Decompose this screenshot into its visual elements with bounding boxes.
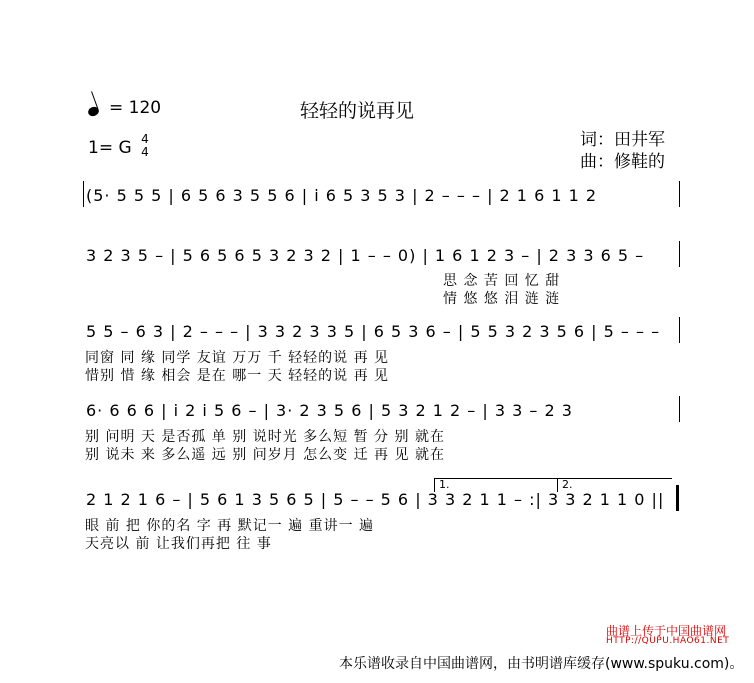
- score-line-2: 3 2 3 5 – | 5 6 5 6 5 3 2 3 2 | 1 – – 0) | 1 6 1 2 3 – | 2 3 3 6 5 –: [86, 246, 645, 265]
- lyrics-line-3b: 惜别 惜 缘 相会 是在 哪一 天 轻轻的说 再 见: [85, 368, 390, 384]
- tempo-marking: [88, 98, 161, 118]
- second-ending-label: 2.: [562, 478, 573, 491]
- source-credit: 本乐谱收录自中国曲谱网，由书明谱库缓存(www.spuku.com)。: [339, 656, 744, 672]
- time-signature: [139, 133, 151, 159]
- barline: [679, 181, 680, 207]
- time-sig-bottom: 4: [141, 145, 149, 159]
- score-line-4: 6· 6 6 6 | i 2 i 5 6 – | 3· 2 3 5 6 | 5 3 2 1 2 – | 3 3 – 2 3: [86, 401, 573, 420]
- lyrics-line-2b: 情 悠 悠 泪 涟 涟: [443, 291, 561, 307]
- song-title: 轻轻的说再见: [300, 100, 415, 122]
- tempo-value: = 120: [109, 98, 162, 118]
- lyrics-line-3a: 同窗 同 缘 同学 友谊 万万 千 轻轻的说 再 见: [85, 350, 390, 366]
- volta-bracket-line: [434, 478, 672, 479]
- quarter-note-icon: [87, 105, 100, 117]
- barline: [679, 241, 680, 267]
- time-sig-top: 4: [141, 132, 149, 146]
- lyrics-line-5a: 眼 前 把 你的名 字 再 默记一 遍 重讲一 遍: [85, 518, 375, 534]
- barline: [679, 317, 680, 343]
- barline: [83, 181, 84, 207]
- first-ending-label: 1.: [439, 478, 450, 491]
- final-barline: [676, 485, 679, 511]
- barline: [679, 396, 680, 422]
- site-url[interactable]: HTTP://QUPU.HAO61.NET: [606, 636, 730, 646]
- score-line-3: 5 5 – 6 3 | 2 – – – | 3 3 2 3 3 5 | 6 5 3 6 – | 5 5 3 2 3 5 6 | 5 – – –: [86, 322, 661, 341]
- lyricist-credit: 词：田井军: [580, 130, 665, 150]
- lyrics-line-4b: 别 说未 来 多么遥 远 别 问岁月 怎么变 迁 再 见 就在: [85, 447, 445, 463]
- site-upload-note: 曲谱上传于中国曲谱网: [606, 624, 727, 638]
- lyrics-line-4a: 别 问明 天 是否孤 单 别 说时光 多么短 暂 分 别 就在: [85, 429, 445, 445]
- score-line-5: 2 1 2 1 6 – | 5 6 1 3 5 6 5 | 5 – – 5 6 | 3 3 2 1 1 – :| 3 3 2 1 1 0 ||: [86, 490, 665, 509]
- composer-credit: 曲：修鞋的: [580, 152, 665, 172]
- lyrics-line-2a: 思 念 苦 回 忆 甜: [443, 273, 561, 289]
- lyrics-line-5b: 天亮以 前 让我们再把 往 事: [85, 536, 272, 552]
- score-line-1: (5· 5 5 5 | 6 5 6 3 5 5 6 | i 6 5 3 5 3 | 2 – – – | 2 1 6 1 1 2: [86, 186, 598, 205]
- key-signature: 1= G: [88, 138, 132, 158]
